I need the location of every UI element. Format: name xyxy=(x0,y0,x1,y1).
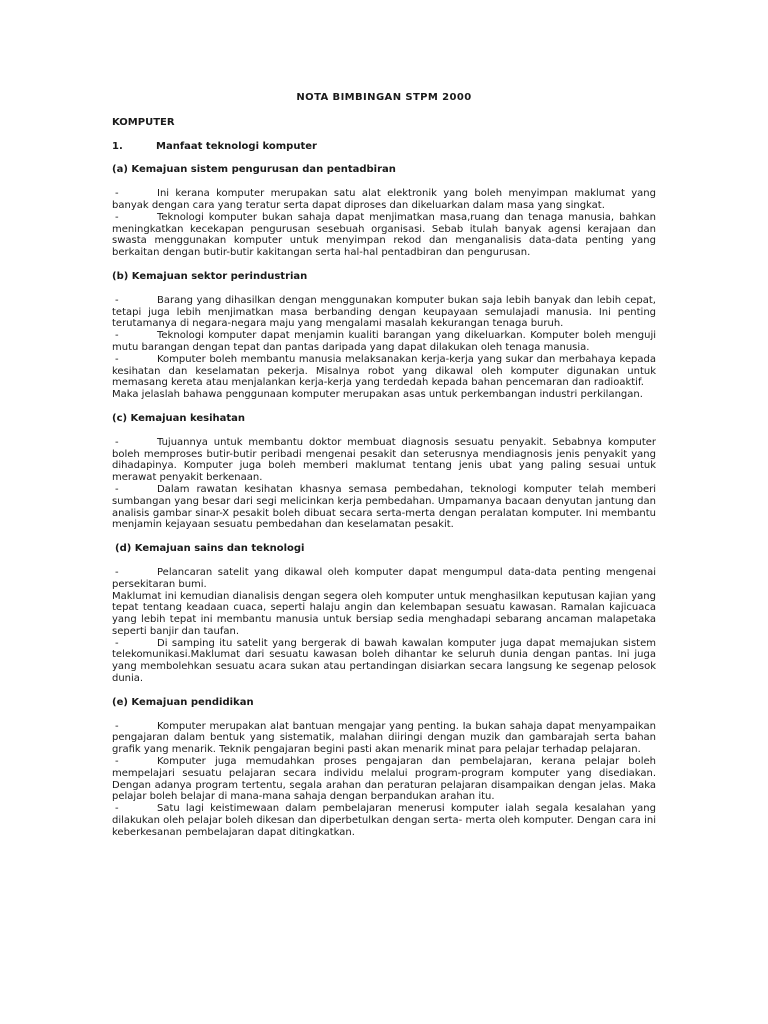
paragraph-text: Di samping itu satelit yang bergerak di bawah kawalan komputer juga dapat memajukan sistem telekomunikasi.Maklumat dari sesuatu kawasan boleh dihantar ke seluruh dunia dengan pantas. Ini juga yang membolehkan sesuatu acara sukan atau pertandingan disiarkan secara langsung ke segenap pelosok dunia. xyxy=(112,637,656,685)
paragraph xyxy=(112,212,656,259)
bullet-dash: - xyxy=(115,211,119,223)
paragraph xyxy=(112,484,656,531)
paragraph-text: Barang yang dihasilkan dengan menggunakan komputer bukan saja lebih banyak dan lebih cepat, tetapi juga lebih menjimatkan masa berbanding dengan keupayaan semulajadi manusia. Ini penting terutamanya di negara-negara maju yang mengalami masalah kekurangan tenaga buruh. xyxy=(112,294,656,330)
paragraph xyxy=(112,591,656,638)
section-heading: (d) Kemajuan sains dan teknologi xyxy=(115,543,305,555)
section-body xyxy=(112,567,656,685)
paragraph-text: Maka jelaslah bahawa penggunaan komputer merupakan asas untuk perkembangan industri perkilangan. xyxy=(112,389,643,401)
paragraph-text: Teknologi komputer dapat menjamin kualiti barangan yang dikeluarkan. Komputer boleh menguji mutu barangan dengan tepat dan pantas daripada yang dapat dilakukan oleh tenaga manusia. xyxy=(112,330,656,353)
section-body xyxy=(112,437,656,531)
section-body xyxy=(112,188,656,259)
paragraph xyxy=(112,437,656,484)
main-heading-text: Manfaat teknologi komputer xyxy=(156,140,317,152)
main-heading xyxy=(112,141,656,153)
paragraph-text: Teknologi komputer bukan sahaja dapat menjimatkan masa,ruang dan tenaga manusia, bahkan meningkatkan kecekapan pengurusan sesebuah organisasi. Sebab itulah banyak agensi kerajaan dan swasta menggunakan komputer untuk menyimpan rekod dan menganalisis data-data penting yang berkaitan dengan butir-butir kakitangan serta hal-hal pentadbiran dan pengurusan. xyxy=(112,211,656,259)
bullet-dash: - xyxy=(115,436,119,448)
paragraph xyxy=(112,721,656,756)
paragraph-text: Komputer boleh membantu manusia melaksanakan kerja-kerja yang sukar dan merbahaya kepada kesihatan dan keselamatan pekerja. Misalnya robot yang dikawal oleh komputer digunakan untuk memasang kereta atau menjalankan kerja-kerja yang terdedah kepada bahan pencemaran dan radioaktif. xyxy=(112,353,656,389)
bullet-dash: - xyxy=(115,637,119,649)
paragraph xyxy=(112,389,656,401)
paragraph xyxy=(112,295,656,330)
section-heading: (a) Kemajuan sistem pengurusan dan pentadbiran xyxy=(112,164,396,176)
section-heading: (b) Kemajuan sektor perindustrian xyxy=(112,270,308,282)
paragraph xyxy=(112,638,656,685)
paragraph-text: Komputer juga memudahkan proses pengajaran dan pembelajaran, kerana pelajar boleh mempelajari sesuatu pelajaran secara individu melalui program-program komputer yang disediakan. Dengan adanya program tertentu, segala arahan dan peraturan pelajaran disampaikan dengan jelas. Maka pelajar boleh belajar di mana-mana sahaja dengan berpandukan arahan itu. xyxy=(112,756,656,803)
section-heading: (c) Kemajuan kesihatan xyxy=(112,412,246,424)
section-body xyxy=(112,721,656,839)
section-body xyxy=(112,295,656,401)
document-title: NOTA BIMBINGAN STPM 2000 xyxy=(296,92,472,103)
paragraph-text: Maklumat ini kemudian dianalisis dengan segera oleh komputer untuk menghasilkan keputusan kajian yang tepat tentang keadaan cuaca, seperti halaju angin dan kelembapan sesuatu kawasan. Ramalan kajicuaca yang lebih tepat ini membantu manusia untuk bersiap sedia menghadapi sebarang ancaman malapetaka seperti banjir dan taufan. xyxy=(112,590,656,637)
bullet-dash: - xyxy=(115,720,119,732)
paragraph-text: Ini kerana komputer merupakan satu alat elektronik yang boleh menyimpan maklumat yang banyak dengan cara yang teratur serta dapat diproses dan dikeluarkan dalam masa yang singkat. xyxy=(112,188,656,211)
paragraph-text: Komputer merupakan alat bantuan mengajar yang penting. Ia bukan sahaja dapat menyampaikan pengajaran dalam bentuk yang sistematik, malahan diiringi dengan muzik dan gambarajah serta bahan grafik yang menarik. Teknik pengajaran begini pasti akan menarik minat para pelajar terhadap pelajaran. xyxy=(112,720,656,756)
bullet-dash: - xyxy=(115,330,119,342)
bullet-dash: - xyxy=(115,803,119,815)
paragraph-text: Satu lagi keistimewaan dalam pembelajaran menerusi komputer ialah segala kesalahan yang dilakukan oleh pelajar boleh dikesan dan diperbetulkan dengan serta- merta oleh komputer. Dengan cara ini keberkesanan pembelajaran dapat ditingkatkan. xyxy=(112,803,656,838)
paragraph-text: Dalam rawatan kesihatan khasnya semasa pembedahan, teknologi komputer telah memberi sumbangan yang besar dari segi melicinkan kerja pembedahan. Umpamanya bacaan denyutan jantung dan analisis gambar sinar-X pesakit boleh dibuat secara serta-merta dengan peralatan komputer. Ini membantu menjamin kejayaan sesuatu pembedahan dan keselamatan pesakit. xyxy=(112,483,656,531)
paragraph xyxy=(112,756,656,803)
paragraph xyxy=(112,567,656,591)
subject-heading: KOMPUTER xyxy=(112,116,175,128)
paragraph xyxy=(112,803,656,838)
bullet-dash: - xyxy=(115,566,119,578)
paragraph xyxy=(112,330,656,354)
bullet-dash: - xyxy=(115,756,119,768)
sections-container xyxy=(112,164,656,838)
section-heading: (e) Kemajuan pendidikan xyxy=(112,696,254,708)
paragraph-text: Tujuannya untuk membantu doktor membuat diagnosis sesuatu penyakit. Sebabnya komputer boleh memproses butir-butir peribadi mengenai pesakit dan seterusnya mendiagnosis jenis penyakit yang dihadapinya. Komputer juga boleh memberi maklumat tentang jenis ubat yang paling sesuai untuk merawat penyakit berkenaan. xyxy=(112,436,656,484)
bullet-dash: - xyxy=(115,188,119,200)
main-heading-number: 1. xyxy=(112,140,123,152)
paragraph xyxy=(112,188,656,212)
bullet-dash: - xyxy=(115,483,119,495)
bullet-dash: - xyxy=(115,294,119,306)
bullet-dash: - xyxy=(115,353,119,365)
paragraph-text: Pelancaran satelit yang dikawal oleh komputer dapat mengumpul data-data penting mengenai persekitaran bumi. xyxy=(112,566,656,590)
paragraph xyxy=(112,354,656,389)
